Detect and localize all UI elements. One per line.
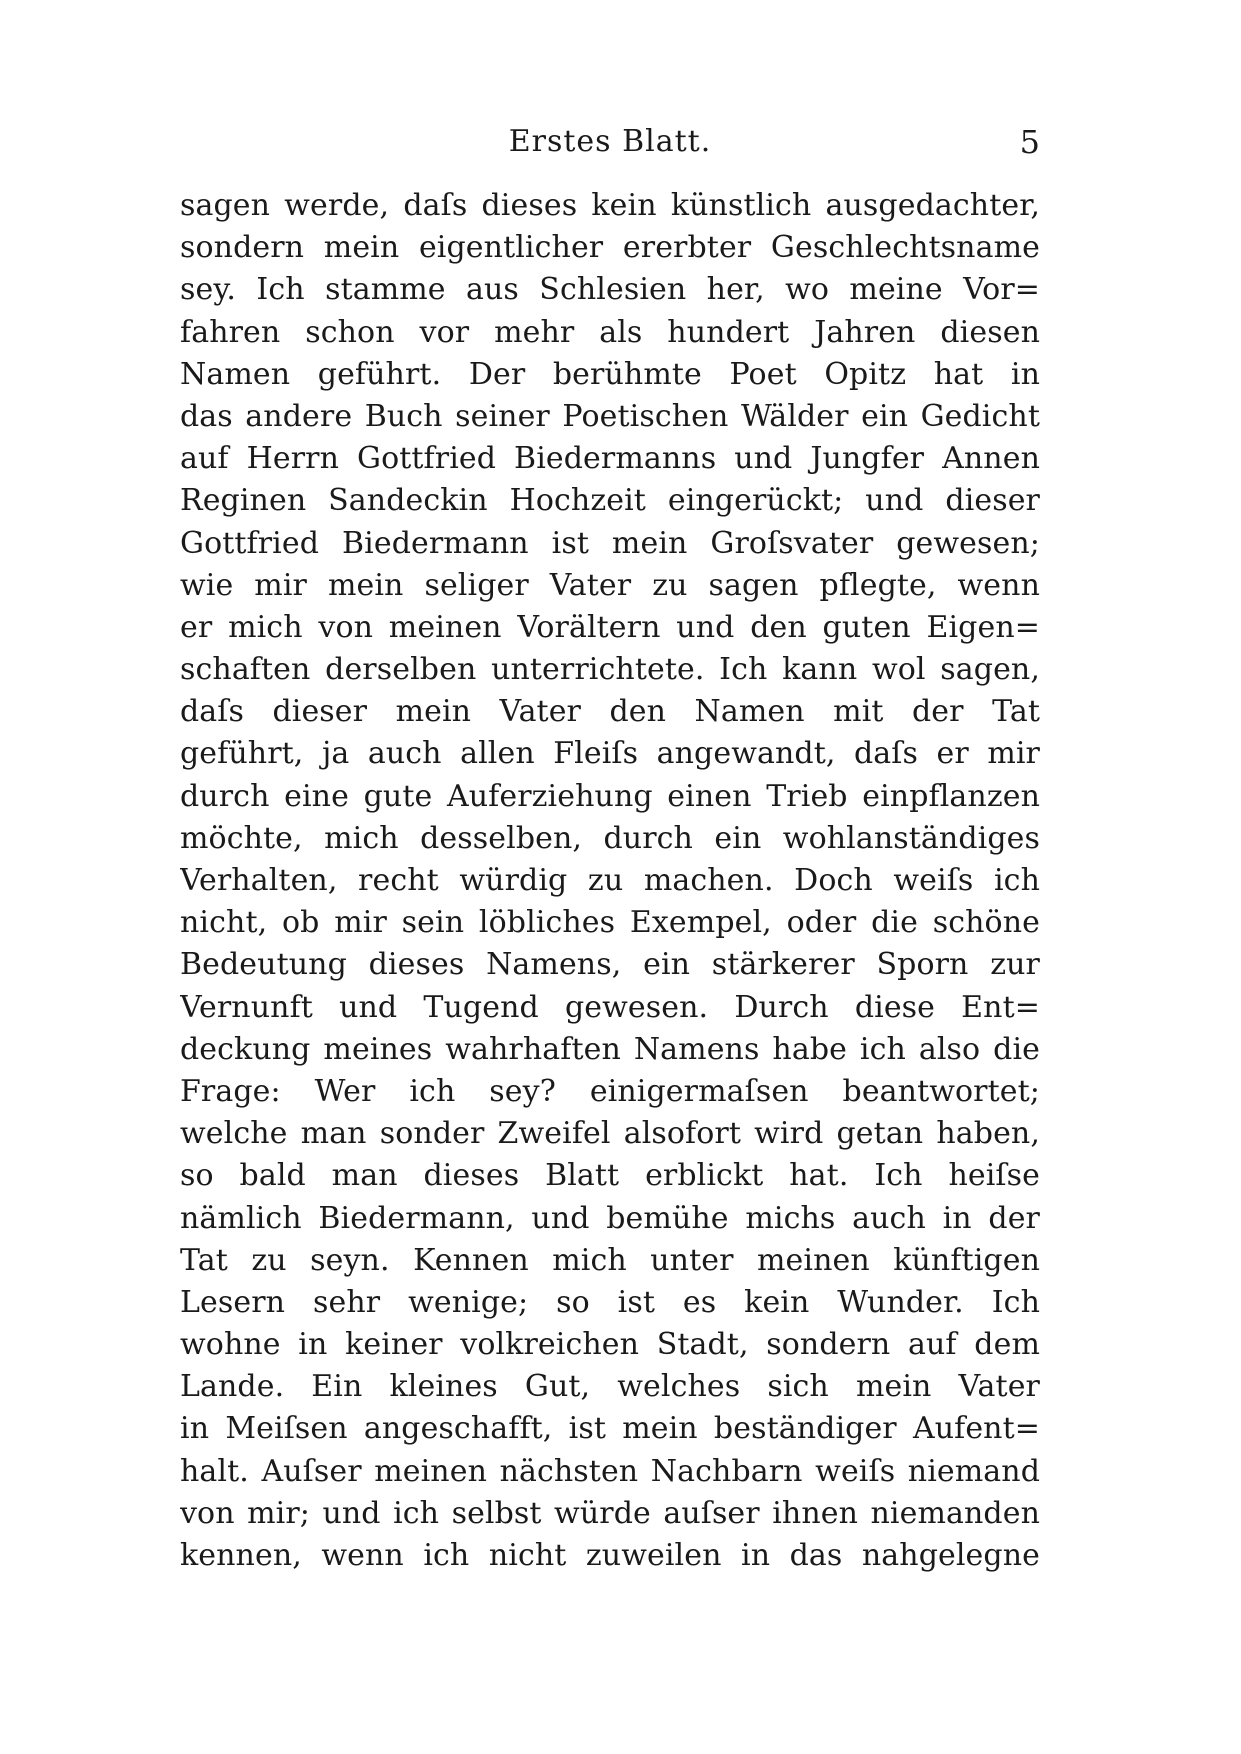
- text-line: Verhalten, recht würdig zu machen. Doch weiſs ich: [180, 863, 1040, 898]
- text-line: von mir; und ich selbst würde auſser ihnen niemanden: [180, 1495, 1040, 1531]
- text-line: nicht, ob mir sein löbliches Exempel, oder die schöne: [180, 905, 1040, 941]
- text-line: wohne in keiner volkreichen Stadt, sondern auf dem: [180, 1327, 1040, 1363]
- text-line: Tat zu seyn. Kennen mich unter meinen künftigen: [180, 1242, 1040, 1278]
- text-line: nämlich Biedermann, und bemühe michs auch in der: [180, 1200, 1040, 1236]
- text-line: Vernunft und Tugend gewesen. Durch diese Ent=: [180, 989, 1040, 1025]
- text-line: möchte, mich desselben, durch ein wohlanständiges: [180, 820, 1040, 856]
- running-title: Erstes Blatt.: [508, 124, 712, 159]
- text-line: schaften derselben unterrichtete. Ich kann wol sagen,: [180, 652, 1040, 688]
- page-number: 5: [1019, 123, 1040, 161]
- text-line: geführt, ja auch allen Fleiſs angewandt, daſs er mir: [180, 736, 1040, 772]
- text-line: in Meiſsen angeschafft, ist mein beständiger Aufent=: [180, 1411, 1040, 1447]
- text-line: sey. Ich stamme aus Schlesien her, wo meine Vor=: [180, 272, 1040, 308]
- text-line: kennen, wenn ich nicht zuweilen in das nahgelegne: [180, 1538, 1040, 1573]
- text-line: durch eine gute Auferziehung einen Trieb einpflanzen: [180, 778, 1040, 814]
- text-line: das andere Buch seiner Poetischen Wälder ein Gedicht: [180, 398, 1040, 434]
- body-text: [180, 185, 1040, 1577]
- text-line: er mich von meinen Vorältern und den guten Eigen=: [180, 609, 1040, 645]
- text-line: Frage: Wer ich sey? einigermaſsen beantwortet;: [180, 1073, 1040, 1109]
- text-line: fahren schon vor mehr als hundert Jahren diesen: [180, 314, 1040, 350]
- text-line: sondern mein eigentlicher ererbter Geschlechtsname: [180, 230, 1040, 266]
- text-line: sagen werde, daſs dieses kein künstlich ausgedachter,: [180, 188, 1040, 223]
- text-line: halt. Auſser meinen nächsten Nachbarn weiſs niemand: [180, 1453, 1040, 1489]
- text-line: auf Herrn Gottfried Biedermanns und Jungfer Annen: [180, 441, 1040, 477]
- text-line: Gottfried Biedermann ist mein Groſsvater gewesen;: [180, 525, 1040, 561]
- text-line: Reginen Sandeckin Hochzeit eingerückt; und dieser: [180, 483, 1040, 519]
- text-line: so bald man dieses Blatt erblickt hat. Ich heiſse: [180, 1158, 1040, 1194]
- text-line: Lande. Ein kleines Gut, welches sich mein Vater: [180, 1369, 1040, 1405]
- text-line: Lesern sehr wenige; so ist es kein Wunder. Ich: [180, 1284, 1040, 1320]
- text-line: Namen geführt. Der berühmte Poet Opitz hat in: [180, 356, 1040, 392]
- text-line: daſs dieser mein Vater den Namen mit der Tat: [180, 694, 1040, 730]
- text-line: deckung meines wahrhaften Namens habe ich also die: [180, 1031, 1040, 1067]
- text-line: wie mir mein seliger Vater zu sagen pflegte, wenn: [180, 567, 1040, 603]
- text-line: welche man sonder Zweifel alsofort wird getan haben,: [180, 1116, 1040, 1152]
- running-head: [180, 122, 1040, 172]
- text-line: Bedeutung dieses Namens, ein stärkerer Sporn zur: [180, 947, 1040, 983]
